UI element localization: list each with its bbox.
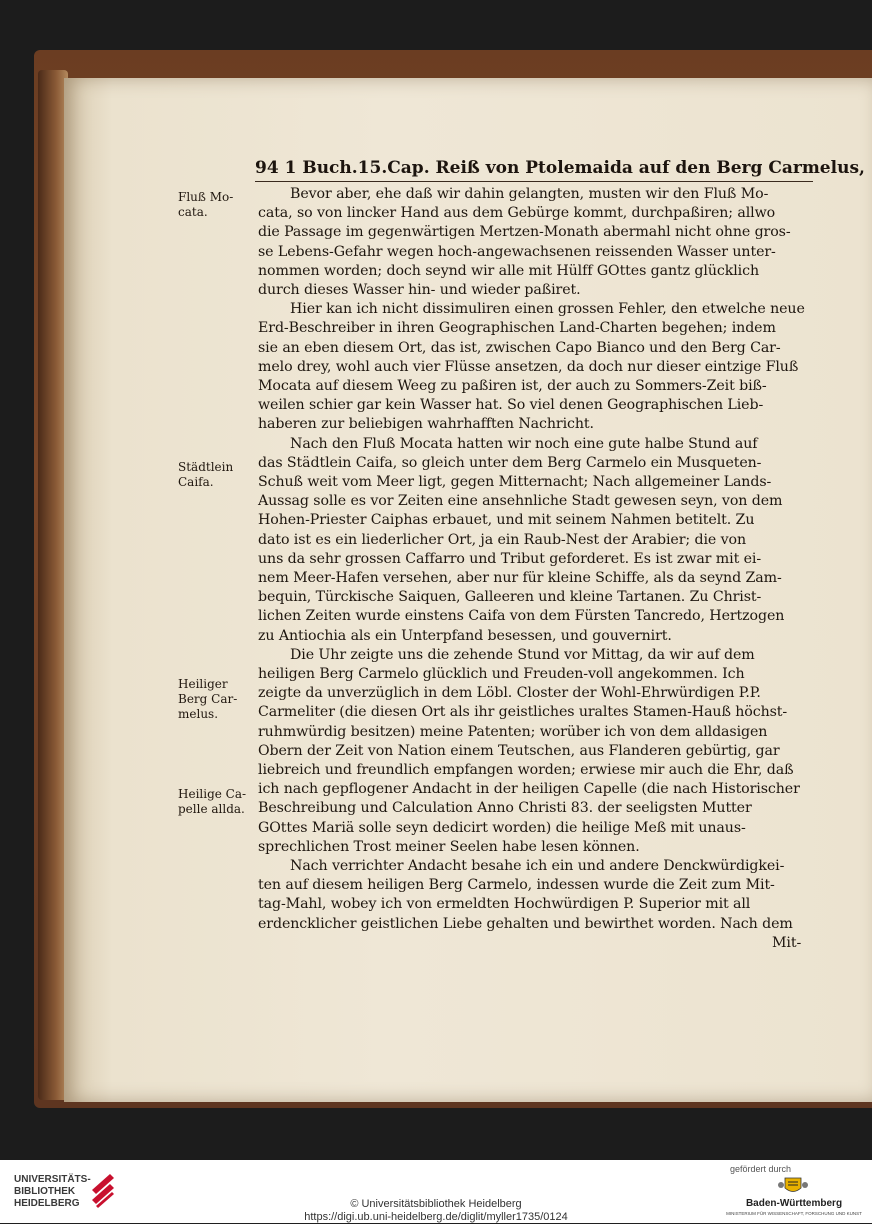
text-line: das Städtlein Caifa, so gleich unter dem Berg Carmelo ein Musqueten- (258, 454, 762, 471)
text-line: sprechlichen Trost meiner Seelen habe lesen können. (258, 838, 640, 855)
text-line: Carmeliter (die diesen Ort als ihr geistliches uraltes Stamen-Hauß höchst- (258, 704, 788, 721)
text-line: Obern der Zeit von Nation einem Teutschen, aus Flanderen gebürtig, gar (258, 742, 780, 759)
footer-bar (0, 1160, 872, 1223)
text-line: Hier kan ich nicht dissimuliren einen grossen Fehler, den etwelche neue (290, 301, 805, 318)
margin-note-carmelus: Heiliger Berg Car- melus. (178, 677, 238, 721)
text-line: bequin, Türckische Saiquen, Galleeren und kleine Tartanen. Zu Christ- (258, 589, 762, 606)
text-line: Nach den Fluß Mocata hatten wir noch eine gute halbe Stund auf (290, 435, 758, 452)
text-line: sie an eben diesem Ort, das ist, zwischen Capo Bianco und den Berg Car- (258, 339, 781, 356)
permalink[interactable]: https://digi.ub.uni-heidelberg.de/diglit/myller1735/0124 (304, 1211, 568, 1223)
text-line: Erd-Beschreiber in ihren Geographischen Land-Charten begehen; indem (258, 320, 776, 337)
text-line: Nach verrichter Andacht besahe ich ein und andere Denckwürdigkei- (290, 858, 785, 874)
text-line: Bevor aber, ehe daß wir dahin gelangten, musten wir den Fluß Mo- (290, 186, 769, 202)
text-line: ruhmwürdig besitzen) meine Patenten; worüber ich von dem alldasigen (258, 723, 768, 740)
margin-note-fluss-mocata: Fluß Mo- cata. (178, 190, 234, 219)
text-line: se Lebens-Gefahr wegen hoch-angewachsenen reissenden Wasser unter- (258, 243, 776, 260)
text-line: Beschreibung und Calculation Anno Christi 83. der seeligsten Mutter (258, 800, 752, 817)
coat-of-arms-icon (775, 1176, 811, 1196)
text-line: erdencklicher geistlichen Liebe gehalten und bewirthet worden. Nach dem (258, 915, 793, 932)
text-line: heiligen Berg Carmelo glücklich und Freuden-voll angekommen. Ich (258, 666, 745, 682)
text-line: ich nach gepflogener Andacht in der heiligen Capelle (die nach Historischer (258, 781, 800, 798)
text-line: Aussag solle es vor Zeiten eine ansehnliche Stadt gewesen seyn, von dem (258, 493, 783, 510)
funded-by-label: gefördert durch (730, 1164, 792, 1174)
text-line: die Passage im gegenwärtigen Mertzen-Monath abermahl nicht ohne gros- (258, 224, 791, 241)
text-line: nommen worden; doch seynd wir alle mit Hülff GOttes gantz glücklich (258, 262, 759, 279)
text-line: lichen Zeiten wurde einstens Caifa von dem Fürsten Tancredo, Hertzogen (258, 608, 785, 625)
header-rule (255, 181, 813, 182)
text-line: weilen schier gar kein Wasser hat. So viel denen Geographischen Lieb- (258, 397, 764, 414)
text-line: zeigte da unverzüglich in dem Löbl. Closter der Wohl-Ehrwürdigen P.P. (258, 685, 761, 702)
text-line: melo drey, wohl auch vier Flüsse ansetzen, da doch nur dieser eintzige Fluß (258, 358, 799, 375)
library-logo-text: UNIVERSITÄTS- BIBLIOTHEK HEIDELBERG (14, 1174, 91, 1209)
text-line: GOttes Mariä solle seyn dedicirt worden) die heilige Meß mit unaus- (258, 819, 746, 836)
text-line: dato ist es ein liederlicher Ort, ja ein Raub-Nest der Arabier; die von (258, 531, 746, 548)
margin-note-capelle: Heilige Ca- pelle allda. (178, 787, 247, 816)
text-line: zu Antiochia als ein Unterpfand besessen, und gouvernirt. (258, 627, 672, 644)
page-header: 94 1 Buch.15.Cap. Reiß von Ptolemaida auf den Berg Carmelus, (255, 158, 865, 178)
text-line: ten auf diesem heiligen Berg Carmelo, indessen wurde die Zeit zum Mit- (258, 877, 775, 894)
text-line: Mocata auf diesem Weeg zu paßiren ist, der auch zu Sommers-Zeit biß- (258, 378, 767, 394)
text-line: liebreich und freundlich empfangen worden; erwiese mir auch die Ehr, daß (258, 762, 794, 778)
margin-note-caifa: Städtlein Caifa. (178, 460, 234, 489)
text-line: nem Meer-Hafen versehen, aber nur für kleine Schiffe, als da seynd Zam- (258, 570, 782, 586)
text-line: Hohen-Priester Caiphas erbauet, und mit seinem Nahmen betitelt. Zu (258, 512, 755, 529)
text-line: tag-Mahl, wobey ich von ermeldten Hochwürdigen P. Superior mit all (258, 896, 751, 913)
text-line: cata, so von lincker Hand aus dem Gebürge kommt, durchpaßiren; allwo (258, 205, 776, 222)
text-line: haberen zur beliebigen wahrhafften Nachricht. (258, 416, 594, 433)
text-line: Mit- (772, 934, 802, 951)
text-line: durch dieses Wasser hin- und wieder paßiret. (258, 282, 581, 298)
sponsor-name: Baden-Württemberg (745, 1198, 843, 1209)
text-line: Schuß weit vom Meer ligt, gegen Mitternacht; Nach allgemeiner Lands- (258, 474, 772, 490)
sponsor-ministry: MINISTERIUM FÜR WISSENSCHAFT, FORSCHUNG UND KUNST (726, 1211, 862, 1216)
text-line: Die Uhr zeigte uns die zehende Stund vor Mittag, da wir auf dem (290, 646, 755, 663)
copyright-text: © Universitätsbibliothek Heidelberg (350, 1198, 522, 1210)
text-line: uns da sehr grossen Caffarro und Tribut geforderet. Es ist zwar mit ei- (258, 550, 762, 567)
